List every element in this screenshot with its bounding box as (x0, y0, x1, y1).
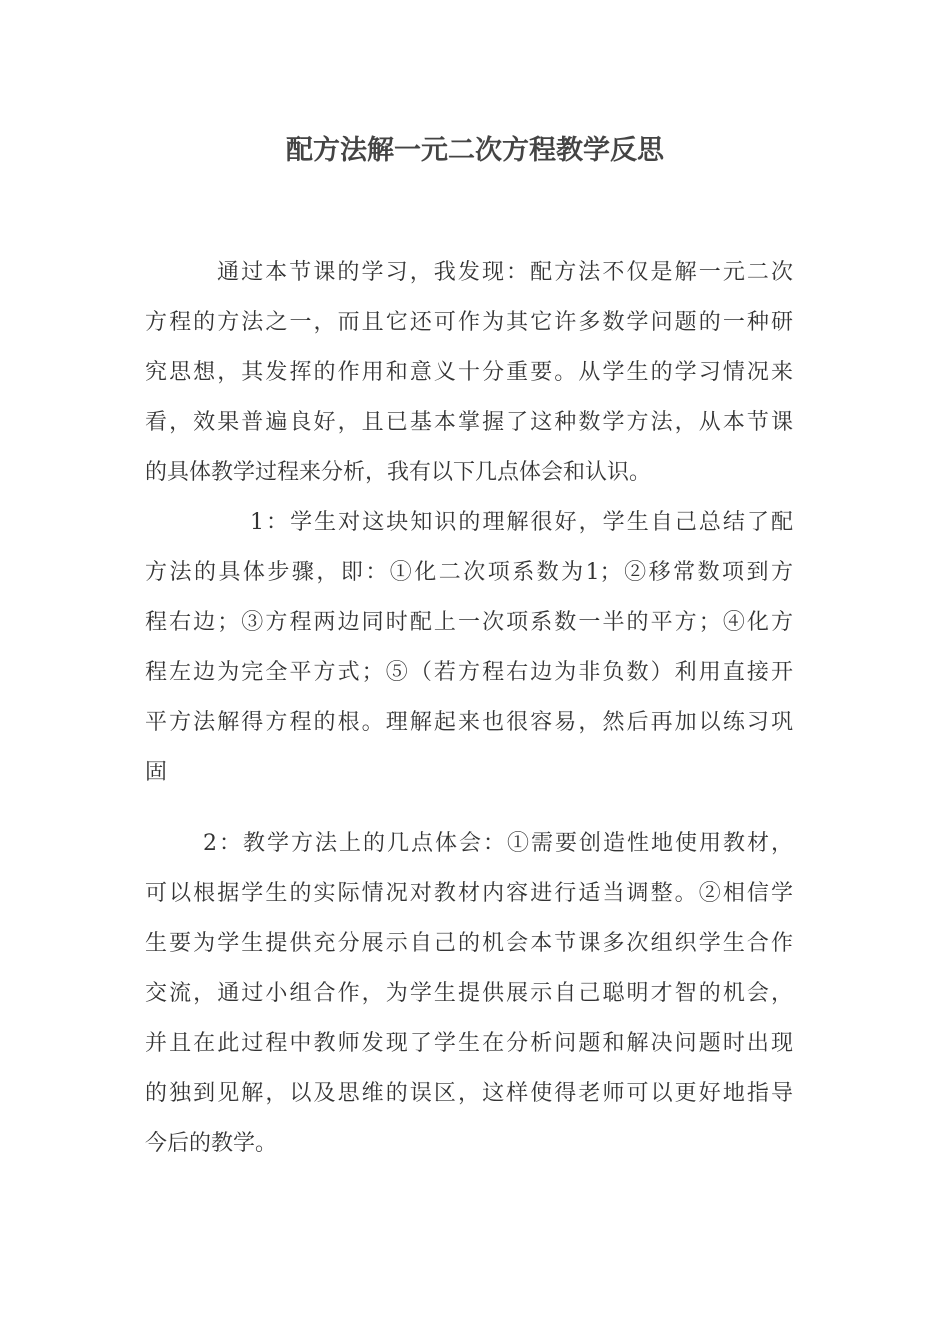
paragraph-point-1 (145, 498, 793, 798)
paragraph-line: 今后的教学。 (145, 1131, 278, 1156)
paragraph-line: 的具体教学过程来分析，我有以下几点体会和认识。 (145, 460, 652, 485)
paragraph-point-2 (145, 819, 793, 1169)
paragraph-line: 究思想，其发挥的作用和意义十分重要。从学生的学习情况来 (145, 360, 793, 385)
paragraph-line: 可以根据学生的实际情况对教材内容进行适当调整。②相信学 (145, 881, 793, 906)
paragraph-line: 方程的方法之一，而且它还可作为其它许多数学问题的一种研 (145, 310, 793, 335)
paragraph-line: 程左边为完全平方式；⑤（若方程右边为非负数）利用直接开 (145, 660, 793, 685)
paragraph-line: 平方法解得方程的根。理解起来也很容易，然后再加以练习巩 (145, 710, 793, 735)
paragraph-line: 生要为学生提供充分展示自己的机会本节课多次组织学生合作 (145, 931, 793, 956)
paragraph-line: 程右边；③方程两边同时配上一次项系数一半的平方；④化方 (145, 610, 793, 635)
document-title: 配方法解一元二次方程教学反思 (286, 135, 664, 166)
paragraph-line: 1：学生对这块知识的理解很好，学生自己总结了配 (250, 510, 793, 535)
paragraph-intro (145, 248, 793, 498)
paragraph-line: 方法的具体步骤，即：①化二次项系数为1；②移常数项到方 (145, 560, 793, 585)
paragraph-line: 并且在此过程中教师发现了学生在分析问题和解决问题时出现 (145, 1031, 793, 1056)
paragraph-line: 固 (145, 760, 168, 785)
paragraph-line: 看，效果普遍良好，且已基本掌握了这种数学方法，从本节课 (145, 410, 793, 435)
paragraph-line: 通过本节课的学习，我发现：配方法不仅是解一元二次 (217, 260, 793, 285)
paragraph-line: 交流，通过小组合作，为学生提供展示自己聪明才智的机会， (145, 981, 793, 1006)
paragraph-line: 2：教学方法上的几点体会：①需要创造性地使用教材， (203, 831, 793, 856)
paragraph-line: 的独到见解，以及思维的误区，这样使得老师可以更好地指导 (145, 1081, 793, 1106)
